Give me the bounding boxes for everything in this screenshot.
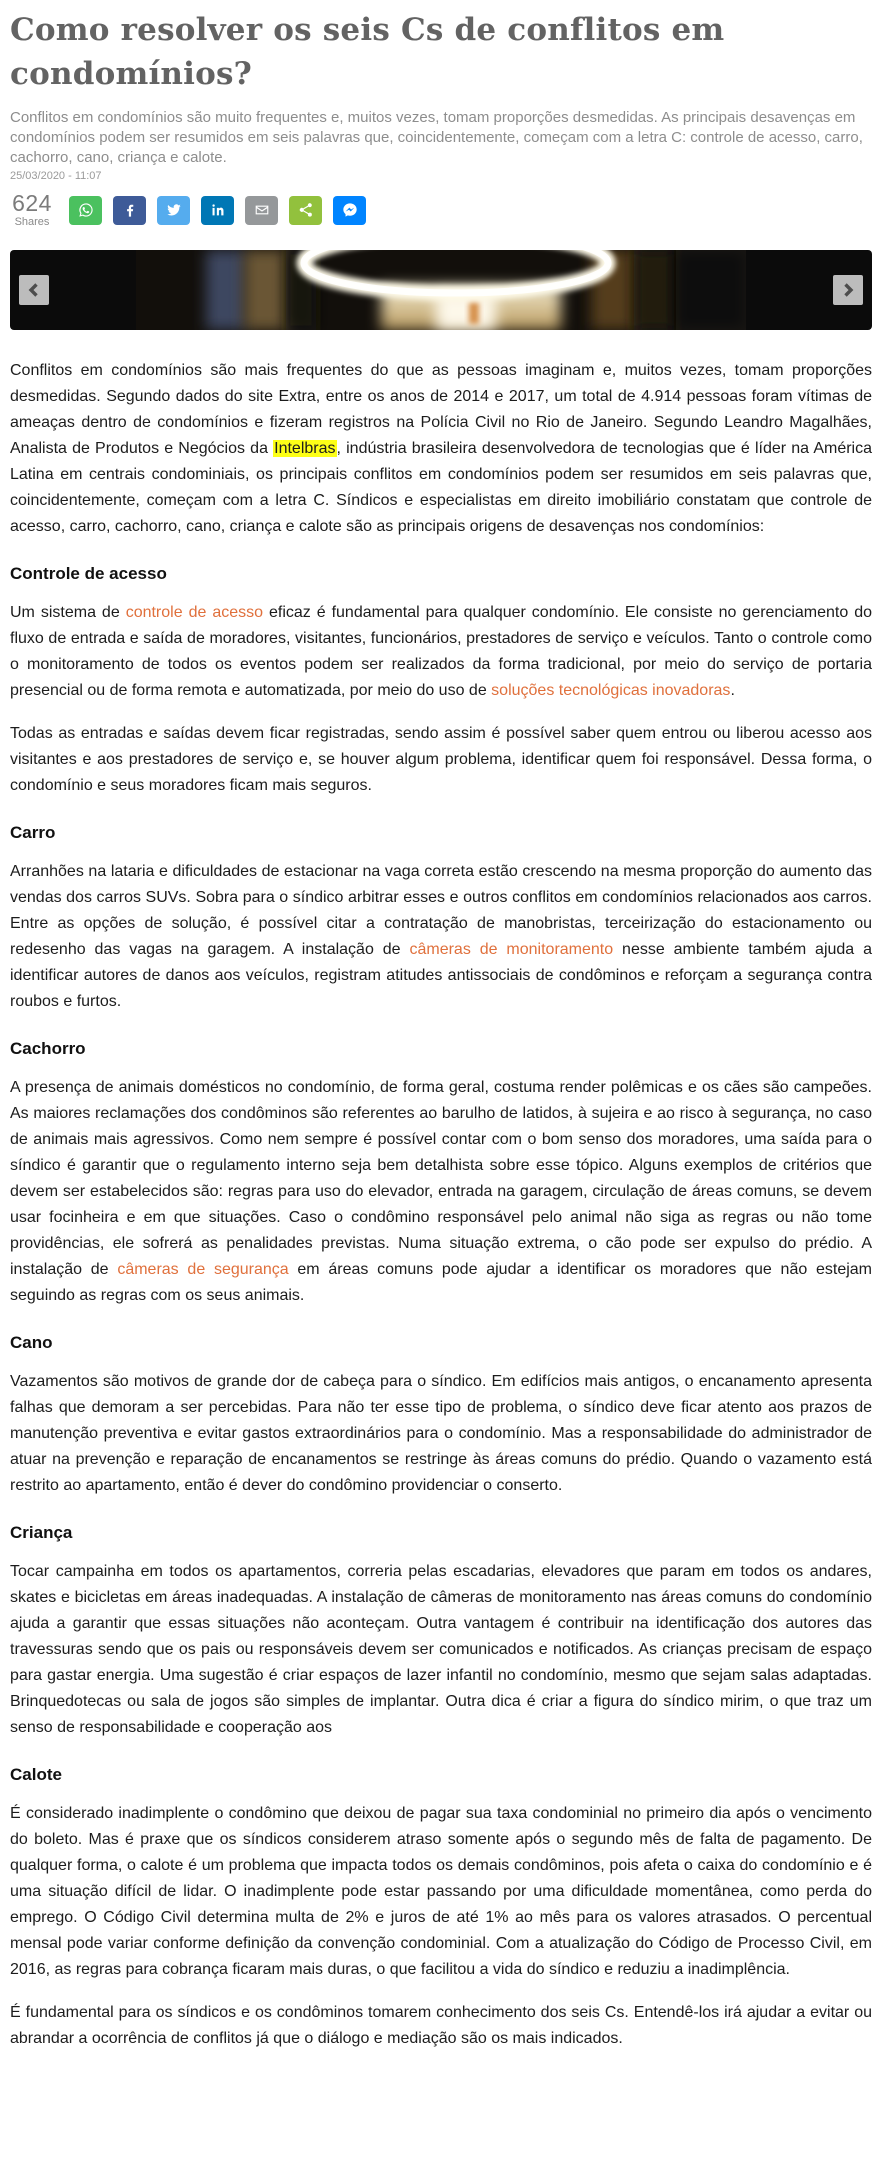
section-heading-cano: Cano	[10, 1333, 53, 1353]
text-run: .	[730, 682, 735, 700]
section-heading-carro: Carro	[10, 823, 56, 843]
inline-link[interactable]: soluções tecnológicas inovadoras	[491, 682, 731, 700]
carousel-prev-button[interactable]	[19, 275, 49, 305]
carousel-next-button[interactable]	[833, 275, 863, 305]
share-messenger-button[interactable]	[333, 196, 366, 225]
share-bar	[10, 192, 872, 228]
page-title: Como resolver os seis Cs de conflitos em condomínios?	[10, 12, 725, 93]
share-whatsapp-button[interactable]	[69, 196, 102, 225]
share-count-number: 624	[12, 190, 52, 217]
article-paragraph	[10, 1559, 872, 1741]
article-lead: Conflitos em condomínios são muito frequentes e, muitos vezes, tomam proporções desmedidas. As principais desavenças em condomínios podem ser resumidos em seis palavras que, coincidentemente, começam com a letra C: controle de acesso, carro, cachorro, cano, criança e calote.	[10, 109, 863, 166]
text-run: nesse ambiente também ajuda a identificar autores de danos aos veículos, registram atitudes antissociais de condôminos e reforçam a segurança contra roubos e furtos.	[10, 941, 873, 1011]
share-facebook-button[interactable]	[113, 196, 146, 225]
article-paragraph	[10, 859, 872, 1015]
text-run: , indústria brasileira desenvolvedora de tecnologias que é líder na América Latina em centrais condominiais, os principais conflitos em condomínios podem ser resumidos em seis palavras que, coincidentemente, começam com a letra C. Síndicos e especialistas em direito imobiliário constatam que controle de acesso, carro, cachorro, cano, criança e calote são as principais origens de desavenças nos condomínios:	[10, 440, 873, 536]
section-heading-cachorro: Cachorro	[10, 1039, 86, 1059]
inline-link[interactable]: controle de acesso	[125, 604, 264, 622]
text-run: Todas as entradas e saídas devem ficar registradas, sendo assim é possível saber quem entrou ou liberou acesso aos visitantes e aos prestadores de serviço e, se houver algum problema, identificar quem foi responsável. Dessa forma, o condomínio e seus moradores ficam mais seguros.	[10, 725, 872, 795]
article-paragraph	[10, 358, 872, 540]
share-count	[10, 192, 54, 228]
whatsapp-icon	[78, 202, 94, 218]
facebook-icon	[122, 202, 138, 218]
text-run: É fundamental para os síndicos e os condôminos tomarem conhecimento dos seis Cs. Entendê-los irá ajudar a evitar ou abrandar a ocorrência de conflitos já que o diálogo e mediação são os mais indicados.	[10, 2004, 872, 2048]
article-paragraph	[10, 721, 872, 799]
chevron-right-icon	[841, 283, 855, 297]
article-paragraph	[10, 600, 872, 704]
inline-link[interactable]: câmeras de segurança	[117, 1261, 289, 1279]
text-run: Arranhões na lataria e dificuldades de estacionar na vaga correta estão crescendo na mesma proporção do aumento das vendas dos carros SUVs. Sobra para o síndico arbitrar esses e outros conflitos em condomínios relacionados aos carros. Entre as opções de solução, é possível citar a contratação de manobristas, terceirização do estacionamento ou redesenho das vagas na garagem. A instalação de	[10, 863, 872, 959]
text-run: Conflitos em condomínios são mais frequentes do que as pessoas imaginam e, muitos vezes, tomam proporções desmedidas. Segundo dados do site Extra, entre os anos de 2014 e 2017, um total de 4.914 pessoas foram vítimas de ameaças dentro de condomínios e fizeram registros na Polícia Civil no Rio de Janeiro. Segundo Leandro Magalhães, Analista de Produtos e Negócios da	[10, 362, 872, 458]
share-count-label: Shares	[14, 216, 50, 229]
share-icon	[298, 202, 314, 218]
section-heading-crianca: Criança	[10, 1523, 73, 1543]
article-paragraph	[10, 1075, 872, 1309]
chevron-left-icon	[27, 283, 41, 297]
section-heading-calote: Calote	[10, 1765, 62, 1785]
text-run: É considerado inadimplente o condômino que deixou de pagar sua taxa condominial no primeiro dia após o vencimento do boleto. Mas é praxe que os síndicos considerem atraso somente após o segundo mês de falta de pagamento. De qualquer forma, o calote é um problema que impacta todos os demais condôminos, pois afeta o caixa do condomínio e é uma situação difícil de lidar. O inadimplente pode estar passando por uma dificuldade momentânea, como perda do emprego. O Código Civil determina multa de 2% e juros de até 1% ao mês para os valores atrasados. O percentual mensal pode variar conforme definição da convenção condominial. Com a atualização do Código de Processo Civil, em 2016, as regras para cobrança ficaram mais duras, o que facilitou a vida do síndico e reduziu a inadimplência.	[10, 1805, 872, 1979]
article-paragraph	[10, 1369, 872, 1499]
article-paragraph	[10, 1801, 872, 1983]
text-run: eficaz é fundamental para qualquer condomínio. Ele consiste no gerenciamento do fluxo de entrada e saída de moradores, visitantes, funcionários, prestadores de serviço e veículos. Tanto o controle como o monitoramento de todos os eventos podem ser realizados da forma tradicional, por meio do serviço de portaria presencial ou de forma remota e automatizada, por meio do uso de	[10, 604, 873, 700]
article-paragraph	[10, 2000, 872, 2052]
article-body	[10, 358, 872, 2052]
messenger-icon	[342, 202, 358, 218]
publish-date: 25/03/2020 - 11:07	[10, 170, 102, 183]
section-heading-controle-de-acesso: Controle de acesso	[10, 564, 167, 584]
linkedin-icon	[210, 202, 226, 218]
email-icon	[254, 202, 270, 218]
text-run: Tocar campainha em todos os apartamentos, correria pelas escadarias, elevadores que param em todos os andares, skates e bicicletas em áreas inadequadas. A instalação de câmeras de monitoramento nas áreas comuns do condomínio ajuda a garantir que essas situações não aconteçam. Outra vantagem é contribuir na identificação dos autores das travessuras sendo que os pais ou responsáveis devem ser comunicados e notificados. As crianças precisam de espaço para gastar energia. Uma sugestão é criar espaços de lazer infantil no condomínio, mesmo que sejam salas adaptadas. Brinquedotecas ou sala de jogos são simples de implantar. Outra dica é criar a figura do síndico mirim, o que traz um senso de responsabilidade e cooperação aos	[10, 1563, 872, 1737]
share-email-button[interactable]	[245, 196, 278, 225]
inline-link[interactable]: câmeras de monitoramento	[409, 941, 614, 959]
highlighted-text: Intelbras	[274, 440, 336, 458]
text-run: Um sistema de	[10, 604, 126, 622]
text-run: A presença de animais domésticos no condomínio, de forma geral, costuma render polêmicas e os cães são campeões. As maiores reclamações dos condôminos são referentes ao barulho de latidos, à sujeira e ao risco à segurança, no caso de animais mais agressivos. Como nem sempre é possível contar com o bom senso dos moradores, uma saída para o síndico é garantir que o regulamento interno seja bem detalhista sobre esse tópico. Alguns exemplos de critérios que devem ser estabelecidos são: regras para uso do elevador, entrada na garagem, circulação de áreas comuns, se devem usar focinheira e em que situações. Caso o condômino responsável pelo animal não siga as regras ou não tome providências, ele sofrerá as penalidades previstas. Numa situação extrema, o cão pode ser expulso do prédio. A instalação de	[10, 1079, 872, 1279]
text-run: em áreas comuns pode ajudar a identificar os moradores que não estejam seguindo as regras com os seus animais.	[10, 1261, 873, 1305]
share-linkedin-button[interactable]	[201, 196, 234, 225]
twitter-icon	[166, 202, 182, 218]
text-run: Vazamentos são motivos de grande dor de cabeça para o síndico. Em edifícios mais antigos, o encanamento apresenta falhas que demoram a ser percebidas. Para não ter esse tipo de problema, o síndico deve ficar atento aos prazos de manutenção preventiva e evitar gastos extraordinários para o condomínio. Mas a responsabilidade do administrador de atuar na prevenção e reparação de encanamentos se restringe às áreas comuns do prédio. Quando o vazamento está restrito ao apartamento, então é dever do condômino providenciar o conserto.	[10, 1373, 872, 1495]
image-carousel	[10, 250, 872, 330]
share-sharethis-button[interactable]	[289, 196, 322, 225]
share-twitter-button[interactable]	[157, 196, 190, 225]
article-hero-image	[136, 250, 746, 330]
